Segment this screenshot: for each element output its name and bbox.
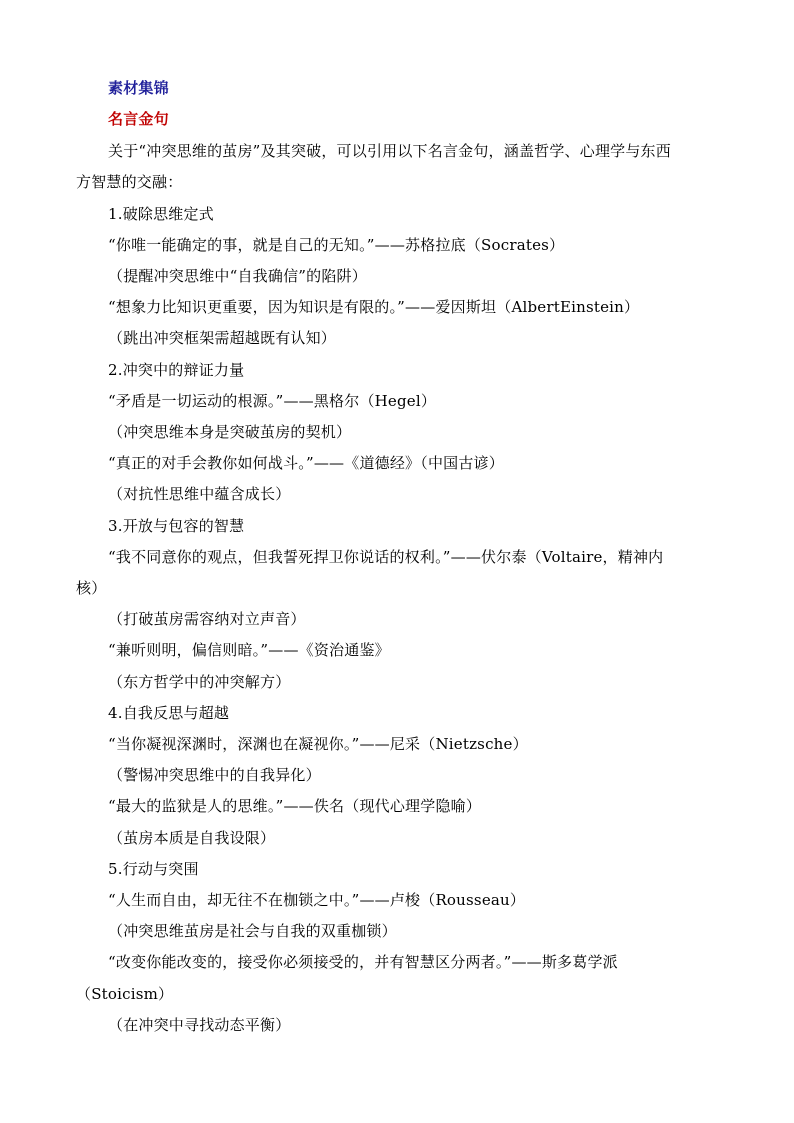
section-3-heading: 3.开放与包容的智慧 [108,517,245,535]
section-1-heading: 1.破除思维定式 [108,205,214,223]
intro-line-1: 关于“冲突思维的茧房”及其突破，可以引用以下名言金句，涵盖哲学、心理学与东西 [108,142,671,160]
note-stoicism: （在冲突中寻找动态平衡） [108,1016,291,1034]
quote-zizhi-tongjian: “兼听则明，偏信则暗。”——《资治通鉴》 [108,641,390,659]
note-voltaire: （打破茧房需容纳对立声音） [108,610,306,628]
quote-anonymous: “最大的监狱是人的思维。”——佚名（现代心理学隐喻） [108,797,482,815]
note-einstein: （跳出冲突框架需超越既有认知） [108,329,337,347]
note-rousseau: （冲突思维茧房是社会与自我的双重枷锁） [108,922,397,940]
collection-heading: 素材集锦 [108,79,169,97]
note-hegel: （冲突思维本身是突破茧房的契机） [108,423,352,441]
intro-line-2: 方智慧的交融： [76,173,183,191]
quote-stoicism-line-2: （Stoicism） [76,985,174,1003]
quote-daodejing: “真正的对手会教你如何战斗。”——《道德经》（中国古谚） [108,454,504,472]
note-nietzsche: （警惕冲突思维中的自我异化） [108,766,321,784]
section-4-heading: 4.自我反思与超越 [108,704,230,722]
quote-nietzsche: “当你凝视深渊时，深渊也在凝视你。”——尼采（Nietzsche） [108,735,528,753]
section-title: 名言金句 [108,110,169,128]
quote-voltaire-line-2: 核） [76,579,107,597]
quote-socrates: “你唯一能确定的事，就是自己的无知。”——苏格拉底（Socrates） [108,236,565,254]
quote-hegel: “矛盾是一切运动的根源。”——黑格尔（Hegel） [108,392,437,410]
section-2-heading: 2.冲突中的辩证力量 [108,361,245,379]
quote-stoicism-line-1: “改变你能改变的，接受你必须接受的，并有智慧区分两者。”——斯多葛学派 [108,953,618,971]
note-socrates: （提醒冲突思维中“自我确信”的陷阱） [108,267,367,285]
section-5-heading: 5.行动与突围 [108,860,199,878]
quote-voltaire-line-1: “我不同意你的观点，但我誓死捍卫你说话的权利。”——伏尔泰（Voltaire，精神内 [108,548,664,566]
quote-einstein: “想象力比知识更重要，因为知识是有限的。”——爱因斯坦（AlbertEinstein） [108,298,640,316]
note-zizhi-tongjian: （东方哲学中的冲突解方） [108,673,291,691]
note-anonymous: （茧房本质是自我设限） [108,829,276,847]
quote-rousseau: “人生而自由，却无往不在枷锁之中。”——卢梭（Rousseau） [108,891,526,909]
note-daodejing: （对抗性思维中蕴含成长） [108,485,291,503]
